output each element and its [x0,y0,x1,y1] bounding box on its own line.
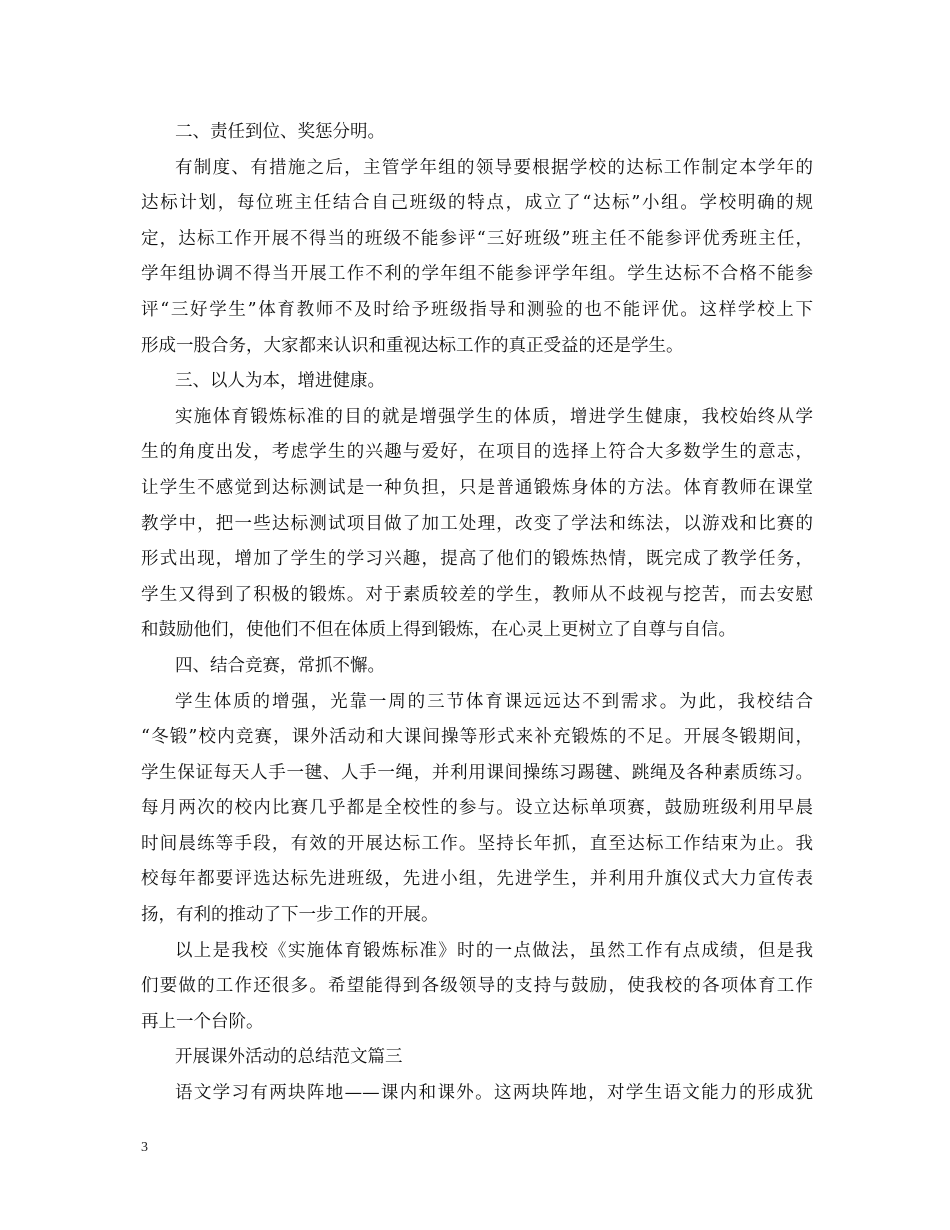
text-line: 有制度、有措施之后，主管学年组的领导要根据学校的达标工作制定本学年的 [175,157,813,178]
document-body [141,115,813,1112]
text-line: 生的角度出发，考虑学生的兴趣与爱好，在项目的选择上符合大多数学生的意志， [141,442,813,463]
text-line: 学生又得到了积极的锻炼。对于素质较差的学生，教师从不歧视与挖苦，而去安慰 [141,584,813,605]
text-line: 教学中，把一些达标测试项目做了加工处理，改变了学法和练法，以游戏和比赛的 [141,513,813,534]
text-line: 校每年都要评选达标先进班级，先进小组，先进学生，并利用升旗仪式大力宣传表 [141,869,813,890]
text-line: 形成一股合务，大家都来认识和重视达标工作的真正受益的还是学生。 [141,335,684,356]
text-line: “冬锻”校内竞赛，课外活动和大课间操等形式来补充锻炼的不足。开展冬锻期间， [141,727,813,748]
text-line: 实施体育锻炼标准的目的就是增强学生的体质，增进学生健康，我校始终从学 [175,406,813,427]
text-line: 三、以人为本，增进健康。 [175,371,385,392]
text-line: 学生保证每天人手一毽、人手一绳，并利用课间操练习踢毽、跳绳及各种素质练习。 [141,762,813,783]
text-line: 开展课外活动的总结范文篇三 [175,1047,403,1068]
text-line: 再上一个台阶。 [141,1011,264,1032]
text-line: 形式出现，增加了学生的学习兴趣，提高了他们的锻炼热情，既完成了教学任务， [141,549,813,570]
text-line: 和鼓励他们，使他们不但在体质上得到锻炼，在心灵上更树立了自尊与自信。 [141,620,736,641]
text-line: 每月两次的校内比赛几乎都是全校性的参与。设立达标单项赛，鼓励班级利用早晨 [141,798,813,819]
text-line: 扬，有利的推动了下一步工作的开展。 [141,905,439,926]
text-line: 时间晨练等手段，有效的开展达标工作。坚持长年抓，直至达标工作结束为止。我 [141,833,813,854]
text-line: 们要做的工作还很多。希望能得到各级领导的支持与鼓励，使我校的各项体育工作 [141,976,813,997]
text-line: 达标计划，每位班主任结合自己班级的特点，成立了“达标”小组。学校明确的规 [141,193,813,214]
page-number: 3 [141,1140,148,1155]
text-line: 学生体质的增强，光靠一周的三节体育课远远达不到需求。为此，我校结合 [175,691,813,712]
text-line: 以上是我校《实施体育锻炼标准》时的一点做法，虽然工作有点成绩，但是我 [175,940,813,961]
text-line: 四、结合竞赛，常抓不懈。 [175,655,385,676]
text-line: 评“三好学生”体育教师不及时给予班级指导和测验的也不能评优。这样学校上下 [141,299,813,320]
text-line: 语文学习有两块阵地——课内和课外。这两块阵地，对学生语文能力的形成犹 [175,1083,813,1104]
text-line: 定，达标工作开展不得当的班级不能参评“三好班级”班主任不能参评优秀班主任， [141,228,813,249]
text-line: 二、责任到位、奖惩分明。 [175,122,385,142]
text-line: 让学生不感觉到达标测试是一种负担，只是普通锻炼身体的方法。体育教师在课堂 [141,477,813,498]
text-line: 学年组协调不得当开展工作不利的学年组不能参评学年组。学生达标不合格不能参 [141,264,813,285]
